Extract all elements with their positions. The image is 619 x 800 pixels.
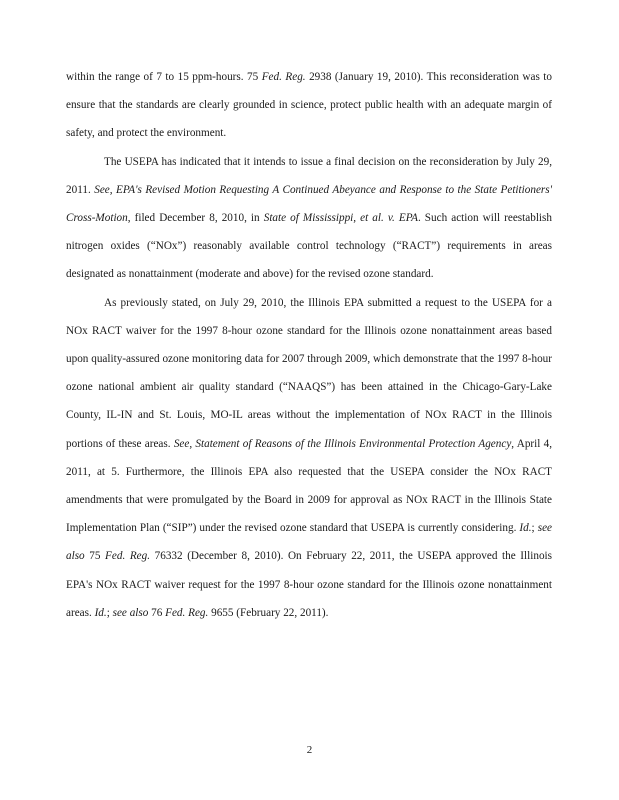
paragraph [66, 63, 552, 148]
paragraph-text: within the range of 7 to 15 ppm-hours. 75 [66, 71, 262, 83]
paragraph [66, 148, 552, 289]
citation-text: See, EPA's Revised Motion Requesting A Continued Abeyance and Response to the State Petitioners' Cross-Motion [66, 183, 553, 225]
citation-text: see also [66, 522, 553, 563]
paragraph-text: 9655 (February 22, 2011). [208, 606, 329, 619]
citation-text: Id. [519, 522, 532, 535]
paragraph-text: ; [531, 522, 538, 535]
paragraph-text: 76 [148, 606, 166, 619]
citation-text: Fed. Reg. [105, 550, 151, 563]
paragraph-text: . Such action will reestablish nitrogen oxides (“NOx”) reasonably available control technology (“RACT”) requirements in areas designated as nonattainment (moderate and above) for the revised ozone standard. [66, 212, 552, 281]
paragraph-text: ; [106, 606, 113, 619]
paragraph-text: , filed December 8, 2010, in [127, 212, 264, 225]
body-text [66, 63, 552, 627]
paragraph-text: , April 4, 2011, at 5. Furthermore, the Illinois EPA also requested that the USEPA consider the NOx RACT amendments that were promulgated by the Board in 2009 for approval as NOx RACT in the Illinois State Implementation Plan (“SIP”) under the revised ozone standard that USEPA is currently considering. [66, 437, 553, 535]
citation-text: Fed. Reg. [261, 71, 306, 83]
paragraph-text: 75 [84, 550, 106, 563]
paragraph-text: As previously stated, on July 29, 2010, the Illinois EPA submitted a request to the USEPA for a NOx RACT waiver for the 1997 8-hour ozone standard for the Illinois ozone nonattainment areas based upon quality-assured ozone monitoring data for 2007 through 2009, which demonstrate that the 1997 8-hour ozone national ambient air quality standard (“NAAQS”) has been attained in the Chicago-Gary-Lake County, IL-IN and St. Louis, MO-IL areas without the implementation of NOx RACT in the Illinois portions of these areas. [66, 296, 552, 450]
citation-text: Fed. Reg. [165, 606, 209, 619]
paragraph-text: The USEPA has indicated that it intends to issue a final decision on the reconsideration by July 29, 2011. [66, 155, 552, 196]
paragraph-text: 2938 (January 19, 2010). This reconsideration was to ensure that the standards are clearly grounded in science, protect public health with an adequate margin of safety, and protect the environment. [66, 71, 552, 140]
citation-text: See, Statement of Reasons of the Illinois Environmental Protection Agency [173, 437, 512, 450]
page-number: 2 [306, 744, 313, 756]
citation-text: see also [112, 606, 149, 619]
paragraph [66, 289, 552, 627]
citation-text: Id. [94, 606, 107, 619]
paragraph-text: 76332 (December 8, 2010). On February 22, 2011, the USEPA approved the Illinois EPA's NOx RACT waiver request for the 1997 8-hour ozone standard for the Illinois ozone nonattainment areas. [66, 550, 552, 619]
citation-text: State of Mississippi, et al. v. EPA [263, 212, 418, 225]
